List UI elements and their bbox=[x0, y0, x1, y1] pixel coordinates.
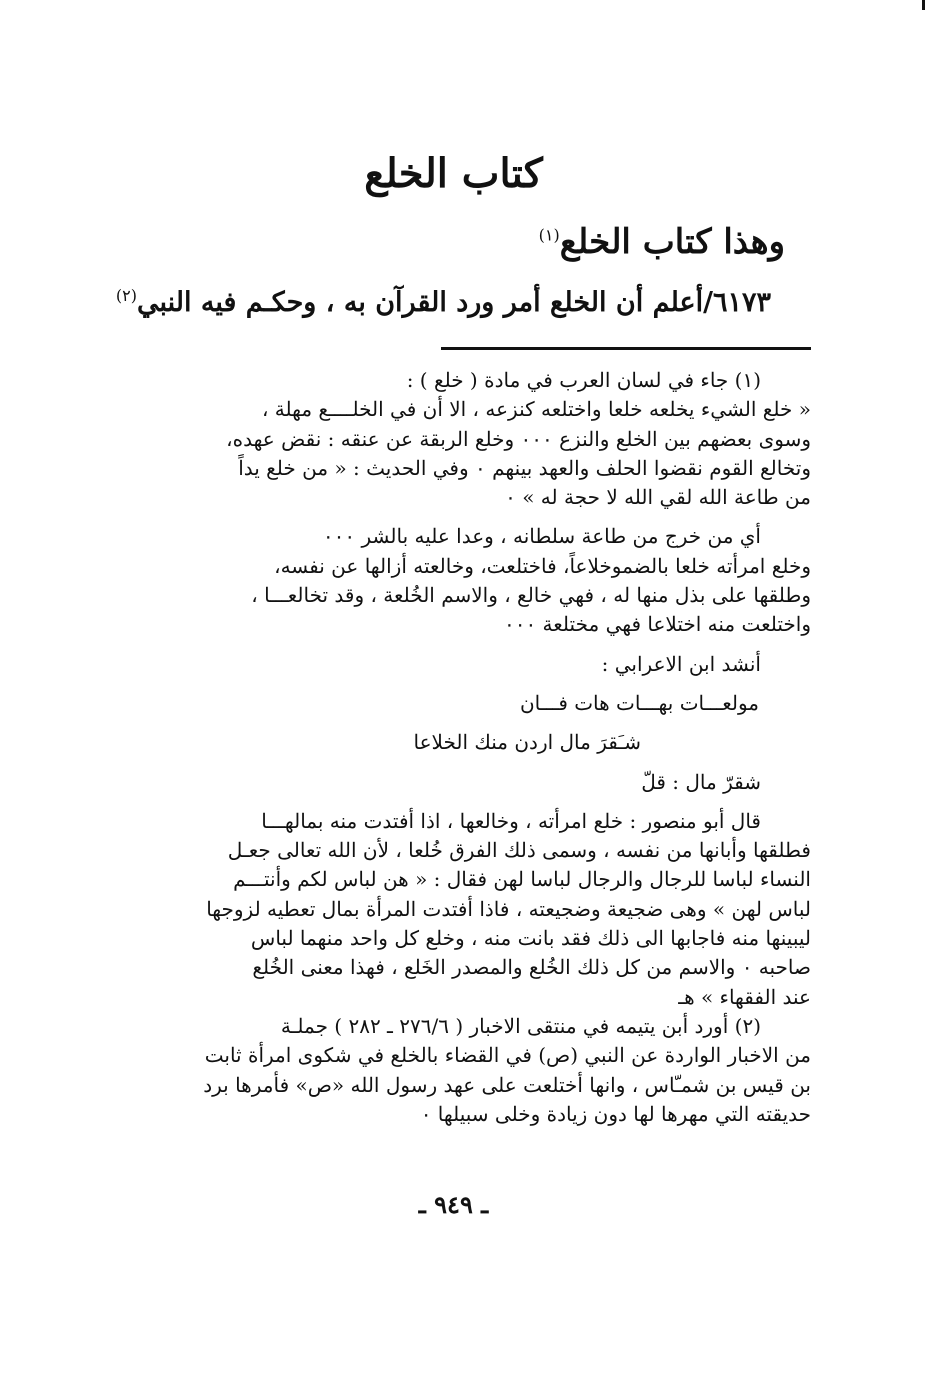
footnote-line: شقرّ مال : قلّ bbox=[641, 769, 761, 794]
footnote-ref-2: (٢) bbox=[115, 286, 137, 305]
section-title-text: وهذا كتاب الخلع bbox=[559, 222, 785, 262]
footnote-line: أنشد ابن الاعرابي : bbox=[601, 651, 761, 676]
footnote-line: وطلقها على بذل منها له ، فهي خالع ، والاسم الخُلعة ، وقد تخالعـــا ، bbox=[251, 583, 811, 608]
footnote-line: صاحبه ٠ والاسم من كل ذلك الخُلع والمصدر الخَلع ، فهذا معنى الخُلع bbox=[252, 955, 811, 980]
footnote-line: قال أبو منصور : خلع امرأته ، وخالعها ، اذا أفتدت منه بمالهـــا bbox=[261, 808, 761, 833]
main-text: ٦١٧٣/أعلم أن الخلع أمر ورد القرآن به ، وحكـم فيه النبي bbox=[136, 287, 771, 318]
section-title bbox=[539, 222, 785, 262]
footnote-line: وتخالع القوم نقضوا الحلف والعهد بينهم ٠ وفي الحديث : « من خلع يداً bbox=[238, 455, 811, 480]
footnote-line: (٢) أورد أبن يتيمه في منتقى الاخبار ( ٢٧٦/٦ ـ ٢٨٢ ) جملـة bbox=[280, 1013, 761, 1038]
footnote-line: واختلعت منه اختلاعا فهي مختلعة ٠٠٠ bbox=[503, 612, 811, 637]
verse-line-1: مولعـــات بهـــات هات فـــان bbox=[519, 690, 759, 715]
footnote-line: أي من خرج من طاعة سلطانه ، وعدا عليه بالشر ٠٠٠ bbox=[322, 524, 761, 549]
footnote-line: ليبينها منه فاجابها الى ذلك فقد بانت منه ، وخلع كل واحد منهما لباس bbox=[250, 926, 811, 951]
footnote-line: « خلع الشيء يخلعه خلعا واختلعه كنزعه ، الا أن في الخلــــع مهلة ، bbox=[261, 397, 811, 422]
footnote-line: عند الفقهاء » هـ bbox=[678, 984, 811, 1009]
verse-line-2: شـَقرَ مال اردن منك الخلاعا bbox=[413, 730, 641, 755]
footnote-line: وخلع امرأته خلعا بالضموخلاعاً، فاختلعت، وخالعته أزالها عن نفسه، bbox=[274, 553, 811, 578]
footnotes bbox=[131, 366, 811, 1129]
corner-mark bbox=[922, 0, 925, 10]
main-text-line bbox=[116, 286, 771, 318]
footnote-line: وسوى بعضهم بين الخلع والنزع ٠٠٠ وخلع الربقة عن عنقه : نقض عهده، bbox=[226, 426, 811, 451]
footnote-divider bbox=[441, 347, 811, 350]
footnote-line: (١) جاء في لسان العرب في مادة ( خلع ) : bbox=[406, 368, 761, 392]
footnote-line: بن قيس بن شمـّاس ، وانها أختلعت على عهد رسول الله «ص» فأمرها برد bbox=[203, 1072, 811, 1097]
footnote-line: حديقته التي مهرها لها دون زيادة وخلى سبيلها ٠ bbox=[420, 1101, 811, 1126]
page-number: ـ ٩٤٩ ـ bbox=[418, 1190, 489, 1219]
footnote-line: لباس لهن » وهى ضجيعة وضجيعته ، فاذا أفتدت المرأة بمال تعطيه لزوجها bbox=[206, 896, 811, 921]
footnote-ref-1: (١) bbox=[538, 225, 560, 245]
footnote-line: من طاعة الله لقي الله لا حجة له » ٠ bbox=[505, 485, 811, 510]
footnote-line: من الاخبار الواردة عن النبي (ص) في القضاء بالخلع في شكوى امرأة ثابت bbox=[204, 1043, 811, 1068]
footnote-line: فطلقها وأبانها من نفسه ، وسمى ذلك الفرق خُلعا ، لأن الله تعالى جعـل bbox=[227, 838, 811, 863]
chapter-title: كتاب الخلع bbox=[364, 150, 543, 197]
footnote-line: النساء لباسا للرجال والرجال لباسا لهن فقال : « هن لباس لكم وأنتـــم bbox=[233, 867, 811, 892]
